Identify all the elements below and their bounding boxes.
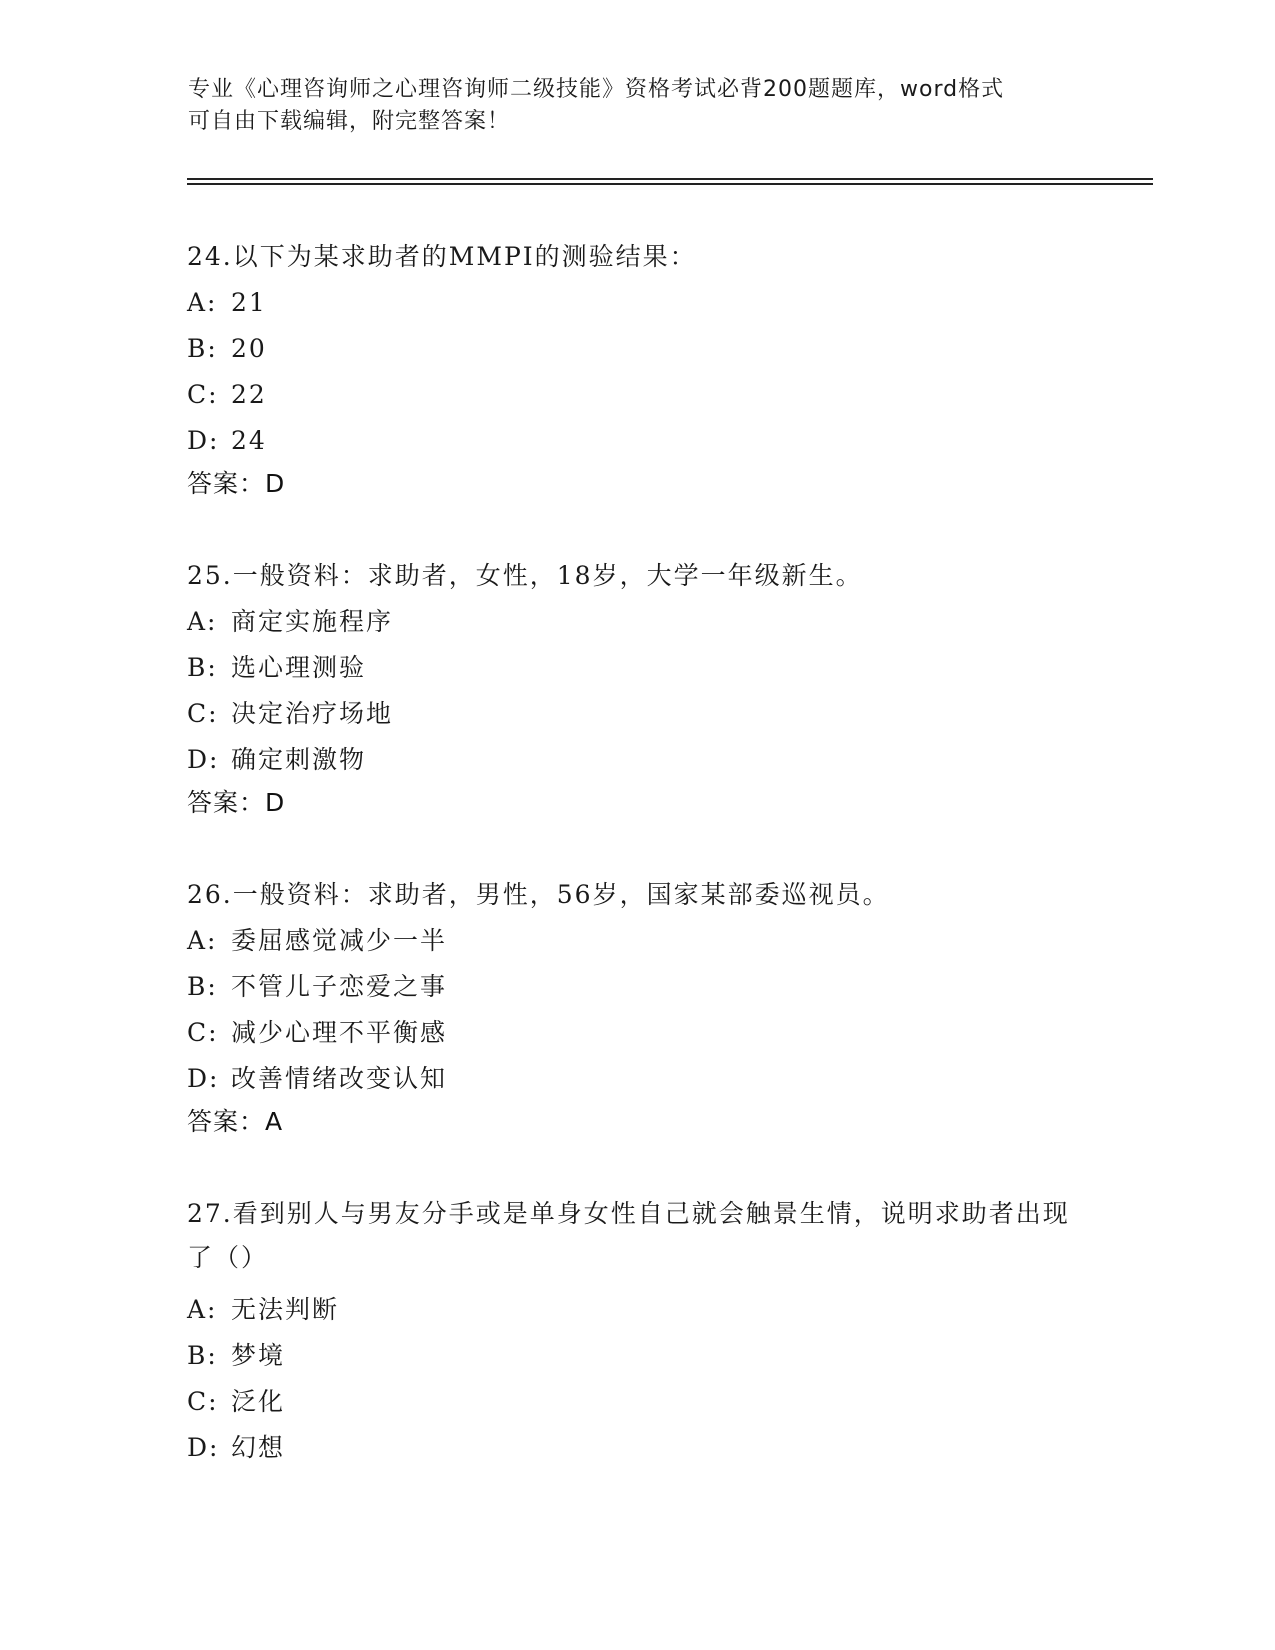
option-d: [187, 425, 1087, 457]
option-d: [187, 744, 1087, 776]
option-b: [187, 1340, 1087, 1372]
option-text: 梦境: [231, 1341, 286, 1370]
header-divider-top: [187, 178, 1153, 180]
option-c: [187, 698, 1087, 730]
option-key: D:: [187, 1064, 220, 1093]
option-text: 商定实施程序: [231, 607, 394, 636]
option-key: C:: [187, 699, 219, 728]
header-divider-bottom: [187, 183, 1153, 185]
option-b: [187, 652, 1087, 684]
option-key: A:: [187, 1295, 218, 1324]
option-c: [187, 379, 1087, 411]
option-key: C:: [187, 1387, 219, 1416]
question-text: 25.一般资料：求助者，女性，18岁，大学一年级新生。: [187, 561, 863, 590]
option-key: D:: [187, 745, 220, 774]
option-text: 幻想: [231, 1433, 286, 1462]
answer-line: 答案：A: [187, 1107, 284, 1136]
option-key: B:: [187, 653, 218, 682]
option-text: 减少心理不平衡感: [231, 1018, 448, 1047]
option-text: 选心理测验: [231, 653, 367, 682]
option-text: 改善情绪改变认知: [231, 1064, 448, 1093]
option-text: 无法判断: [231, 1295, 340, 1324]
option-text: 泛化: [231, 1387, 286, 1416]
option-b: [187, 971, 1087, 1003]
question-text: 27.看到别人与男友分手或是单身女性自己就会触景生情，说明求助者出现了（）: [187, 1199, 1070, 1272]
option-text: 22: [231, 380, 267, 409]
question-26: [187, 879, 1087, 1138]
option-c: [187, 1386, 1087, 1418]
option-text: 委屈感觉减少一半: [231, 926, 448, 955]
answer-line: 答案：D: [187, 788, 286, 817]
option-key: B:: [187, 334, 218, 363]
option-a: [187, 606, 1087, 638]
option-key: B:: [187, 1341, 218, 1370]
question-25: [187, 560, 1087, 819]
option-text: 不管儿子恋爱之事: [231, 972, 448, 1001]
option-key: C:: [187, 380, 219, 409]
option-d: [187, 1063, 1087, 1095]
option-text: 20: [231, 334, 267, 363]
option-text: 24: [231, 426, 267, 455]
option-c: [187, 1017, 1087, 1049]
option-key: B:: [187, 972, 218, 1001]
question-text: 26.一般资料：求助者，男性，56岁，国家某部委巡视员。: [187, 880, 890, 909]
option-key: A:: [187, 607, 218, 636]
header-line-2: 可自由下载编辑，附完整答案！: [188, 109, 511, 134]
option-text: 决定治疗场地: [231, 699, 394, 728]
question-24: [187, 241, 1087, 500]
question-text: 24.以下为某求助者的MMPI的测验结果：: [187, 242, 697, 271]
document-header: [188, 74, 1088, 138]
option-key: D:: [187, 1433, 220, 1462]
option-b: [187, 333, 1087, 365]
option-text: 21: [231, 288, 267, 317]
option-key: D:: [187, 426, 220, 455]
option-a: [187, 287, 1087, 319]
option-a: [187, 925, 1087, 957]
answer-line: 答案：D: [187, 469, 286, 498]
header-line-1: 专业《心理咨询师之心理咨询师二级技能》资格考试必背200题题库，word格式: [188, 77, 1005, 102]
question-27: [187, 1198, 1087, 1464]
option-key: A:: [187, 926, 218, 955]
option-d: [187, 1432, 1087, 1464]
option-key: A:: [187, 288, 218, 317]
option-a: [187, 1294, 1087, 1326]
option-text: 确定刺激物: [231, 745, 367, 774]
option-key: C:: [187, 1018, 219, 1047]
